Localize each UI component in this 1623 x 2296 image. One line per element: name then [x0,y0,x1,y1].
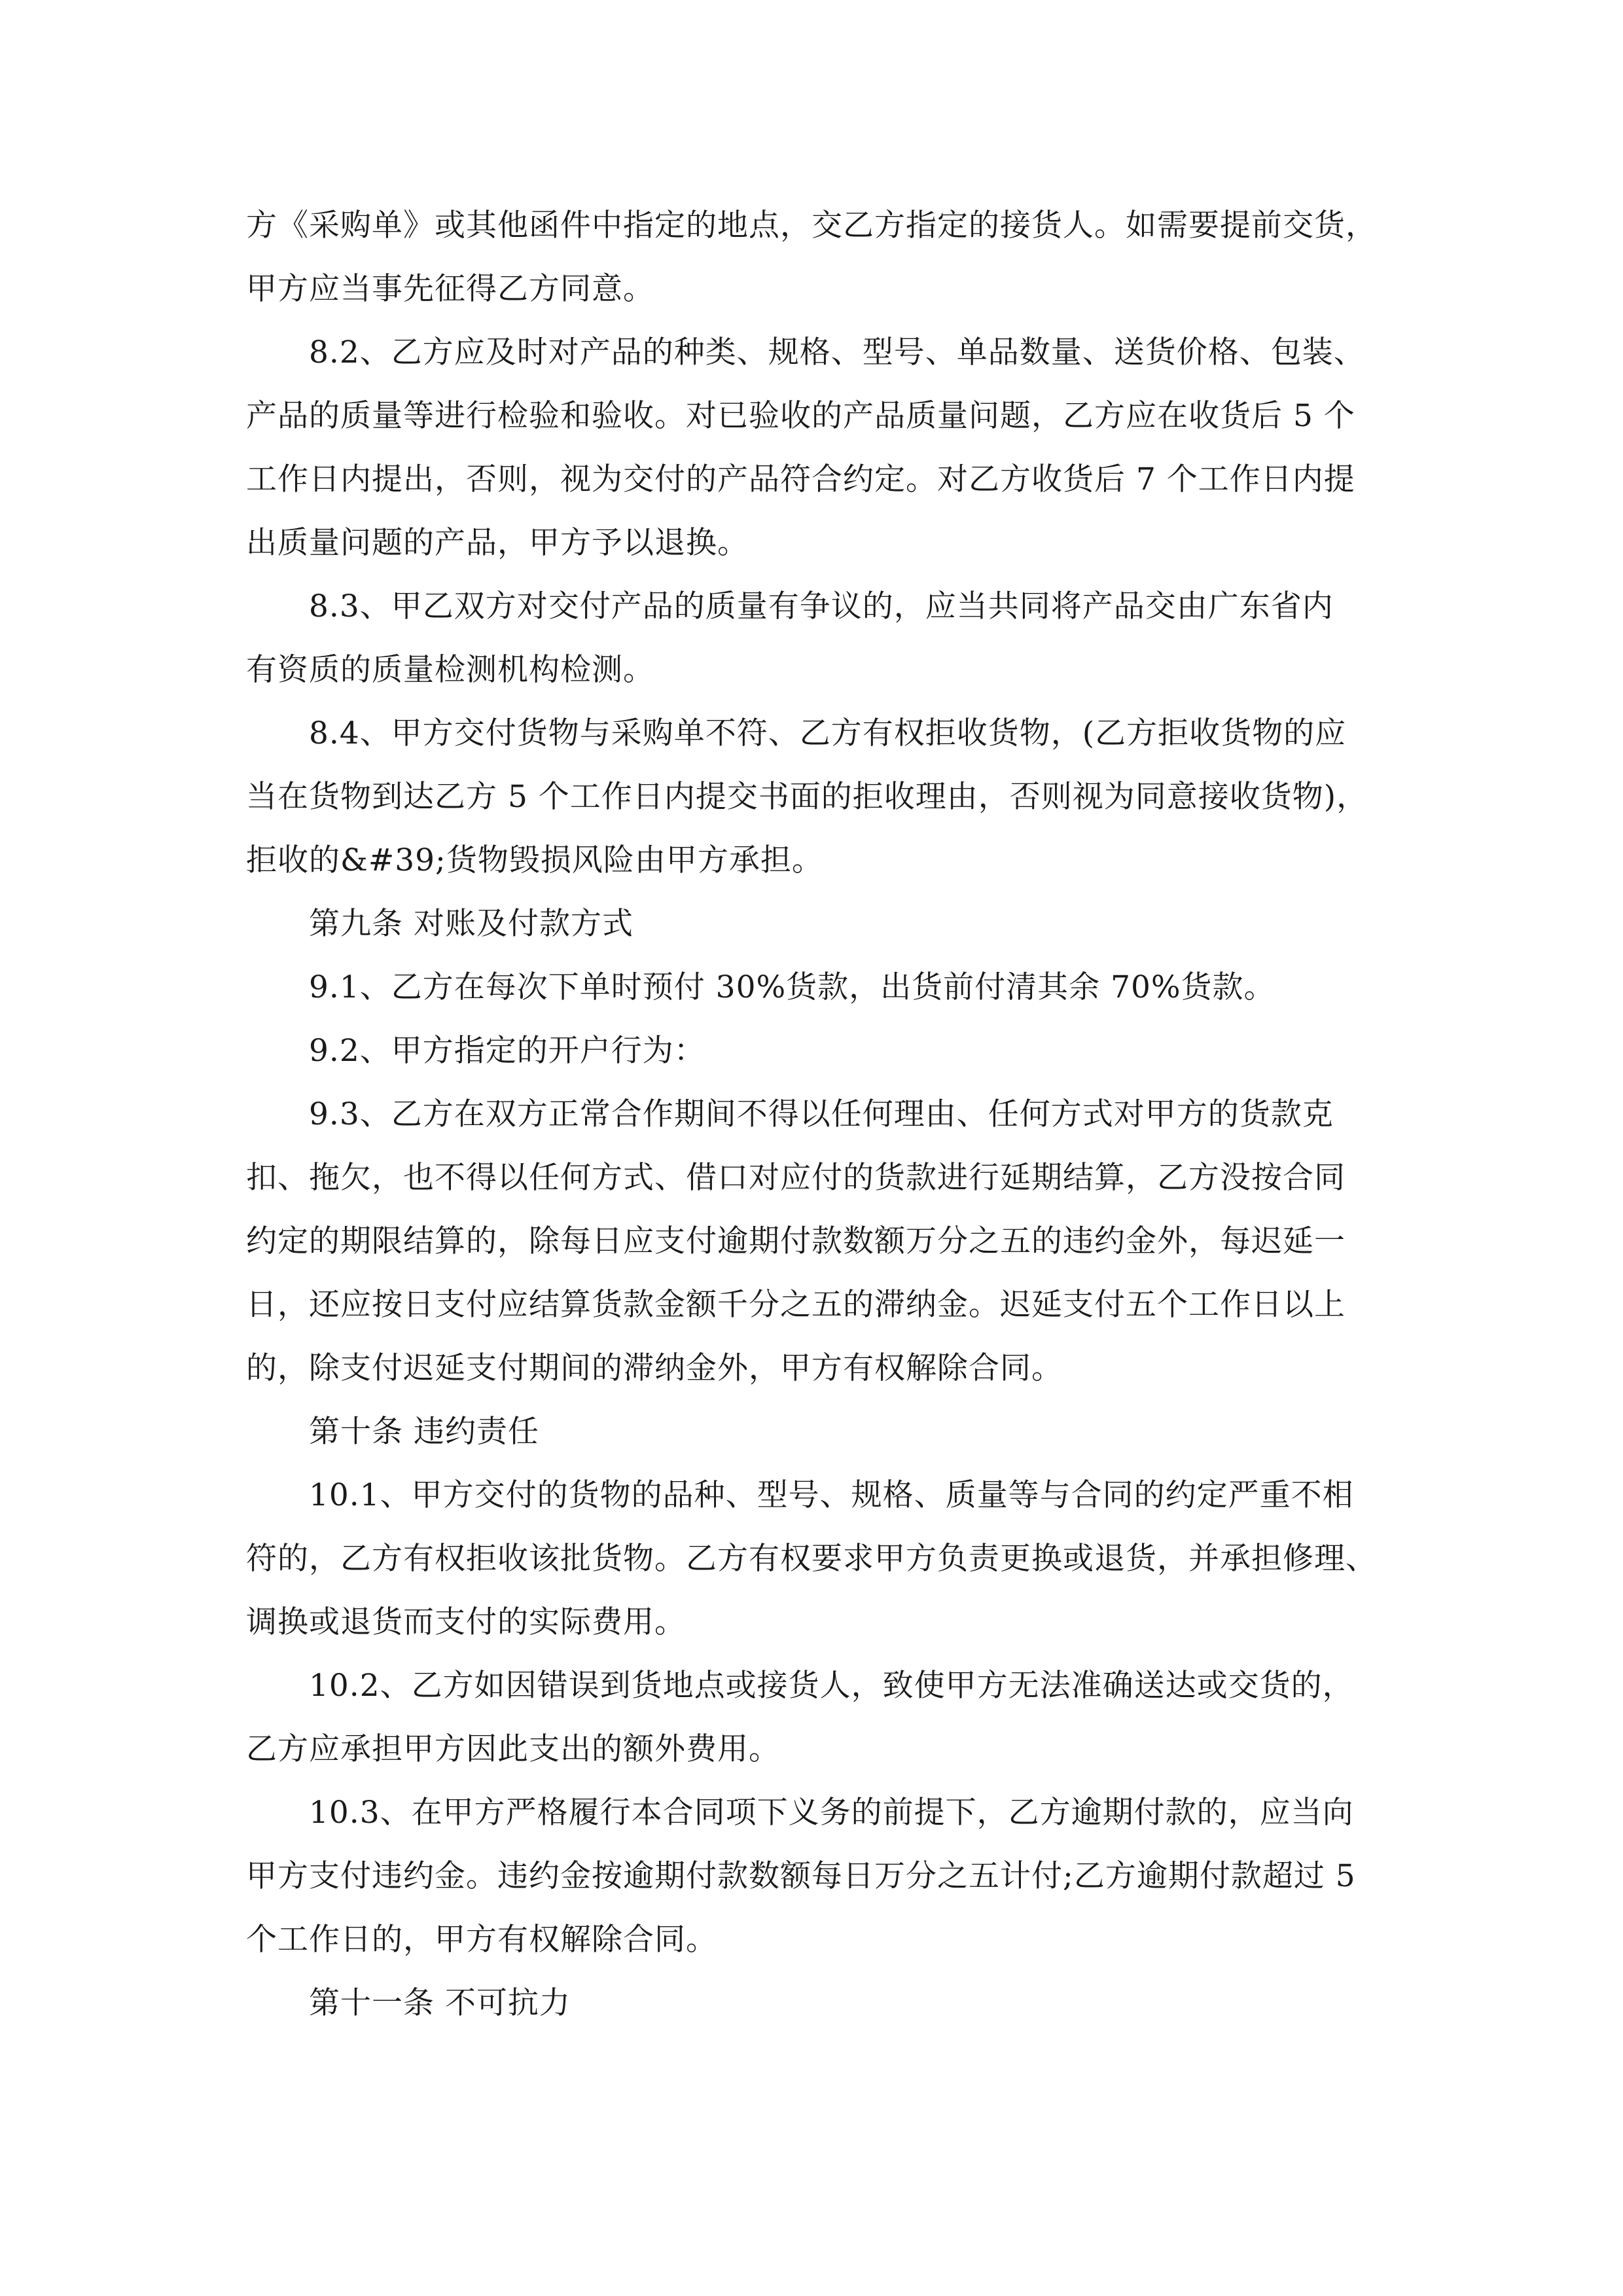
section-heading: 第十条 违约责任 [309,1414,539,1450]
text-line: 9.1、乙方在每次下单时预付 30%货款，出货前付清其余 70%货款。 [309,969,1275,1005]
text-line: 扣、拖欠，也不得以任何方式、借口对应付的货款进行延期结算，乙方没按合同 [246,1160,1346,1196]
text-line: 乙方应承担甲方因此支出的额外费用。 [246,1731,780,1767]
text-line: 日，还应按日支付应结算货款金额千分之五的滞纳金。迟延支付五个工作日以上 [246,1287,1346,1323]
text-line: 10.3、在甲方严格履行本合同项下义务的前提下，乙方逾期付款的，应当向 [309,1795,1354,1831]
text-line: 符的，乙方有权拒收该批货物。乙方有权要求甲方负责更换或退货，并承担修理、 [246,1541,1377,1577]
text-line: 10.1、甲方交付的货物的品种、型号、规格、质量等与合同的约定严重不相 [309,1477,1354,1513]
text-line: 方《采购单》或其他函件中指定的地点，交乙方指定的接货人。如需要提前交货， [246,207,1377,243]
text-line: 工作日内提出，否则，视为交付的产品符合约定。对乙方收货后 7 个工作日内提 [246,461,1355,497]
text-line: 调换或退货而支付的实际费用。 [246,1604,686,1640]
text-line: 8.4、甲方交付货物与采购单不符、乙方有权拒收货物，(乙方拒收货物的应 [309,715,1347,751]
text-line: 的，除支付迟延支付期间的滞纳金外，甲方有权解除合同。 [246,1350,1063,1386]
text-line: 8.2、乙方应及时对产品的种类、规格、型号、单品数量、送货价格、包装、 [309,334,1365,370]
text-line: 有资质的质量检测机构检测。 [246,652,654,688]
text-line: 出质量问题的产品，甲方予以退换。 [246,525,749,561]
text-line: 产品的质量等进行检验和验收。对已验收的产品质量问题，乙方应在收货后 5 个 [246,398,1355,434]
text-line: 个工作日的，甲方有权解除合同。 [246,1922,717,1958]
text-line: 9.3、乙方在双方正常合作期间不得以任何理由、任何方式对甲方的货款克 [309,1096,1334,1132]
text-line: 拒收的&#39;货物毁损风险由甲方承担。 [246,842,823,878]
text-line: 甲方应当事先征得乙方同意。 [246,271,654,307]
contract-text-body [246,194,1385,2035]
text-line: 约定的期限结算的，除每日应支付逾期付款数额万分之五的违约金外，每迟延一 [246,1223,1346,1259]
text-line: 甲方支付违约金。违约金按逾期付款数额每日万分之五计付;乙方逾期付款超过 5 [246,1858,1356,1894]
text-line: 当在货物到达乙方 5 个工作日内提交书面的拒收理由，否则视为同意接收货物)， [246,779,1368,815]
section-heading: 第十一条 不可抗力 [309,1985,571,2021]
text-line: 9.2、甲方指定的开户行为： [309,1033,705,1069]
text-line: 8.3、甲乙双方对交付产品的质量有争议的，应当共同将产品交由广东省内 [309,588,1334,624]
text-line: 10.2、乙方如因错误到货地点或接货人，致使甲方无法准确送达或交货的， [309,1668,1354,1704]
section-heading: 第九条 对账及付款方式 [309,906,633,942]
